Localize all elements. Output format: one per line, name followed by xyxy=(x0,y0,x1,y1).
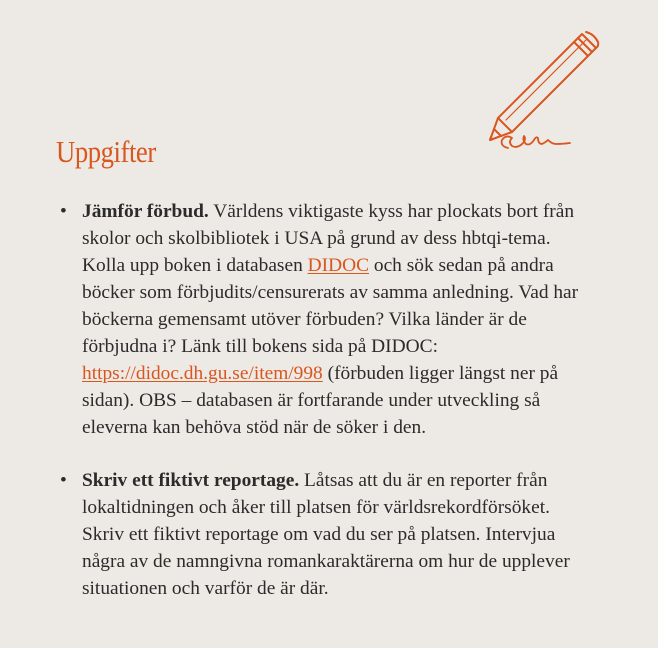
task-text: Låtsas att du är en reporter från lokaltidningen och åker till platsen för världsrekordförsöket. Skriv ett fiktivt reportage om vad du ser på platsen. Intervjua några av de namngivna romankaraktärerna om hur de upplever situationen och varför de är där. xyxy=(82,470,570,599)
bullet: • xyxy=(60,470,67,491)
didoc-link[interactable]: DIDOC xyxy=(307,255,370,276)
task-item-fictive-report xyxy=(60,467,592,602)
task-title: Skriv ett fiktivt reportage. xyxy=(82,470,300,491)
task-title: Jämför förbud. xyxy=(82,201,209,222)
task-text: (förbuden ligger längst ner på sidan). OBS – databasen är fortfarande under utveckling så eleverna kan behöva stöd när de söker i den. xyxy=(82,363,559,438)
bullet: • xyxy=(60,201,67,222)
task-list xyxy=(60,198,592,602)
task-text: och sök sedan på andra böcker som förbjudits/censurerats av samma anledning. Vad har böckerna gemensamt utöver förbuden? Vilka länder är de förbjudna i? Länk till bokens sida på DIDOC: xyxy=(82,255,579,357)
task-text: Världens viktigaste kyss har plockats bort från skolor och skolbibliotek i USA på grund av dess hbtqi-tema. Kolla upp boken i databasen xyxy=(82,201,575,276)
pencil-icon xyxy=(482,30,604,156)
section-title: Uppgifter xyxy=(56,134,156,169)
task-item-compare-bans xyxy=(60,198,592,441)
book-page-link[interactable]: https://didoc.dh.gu.se/item/998 xyxy=(82,363,323,384)
